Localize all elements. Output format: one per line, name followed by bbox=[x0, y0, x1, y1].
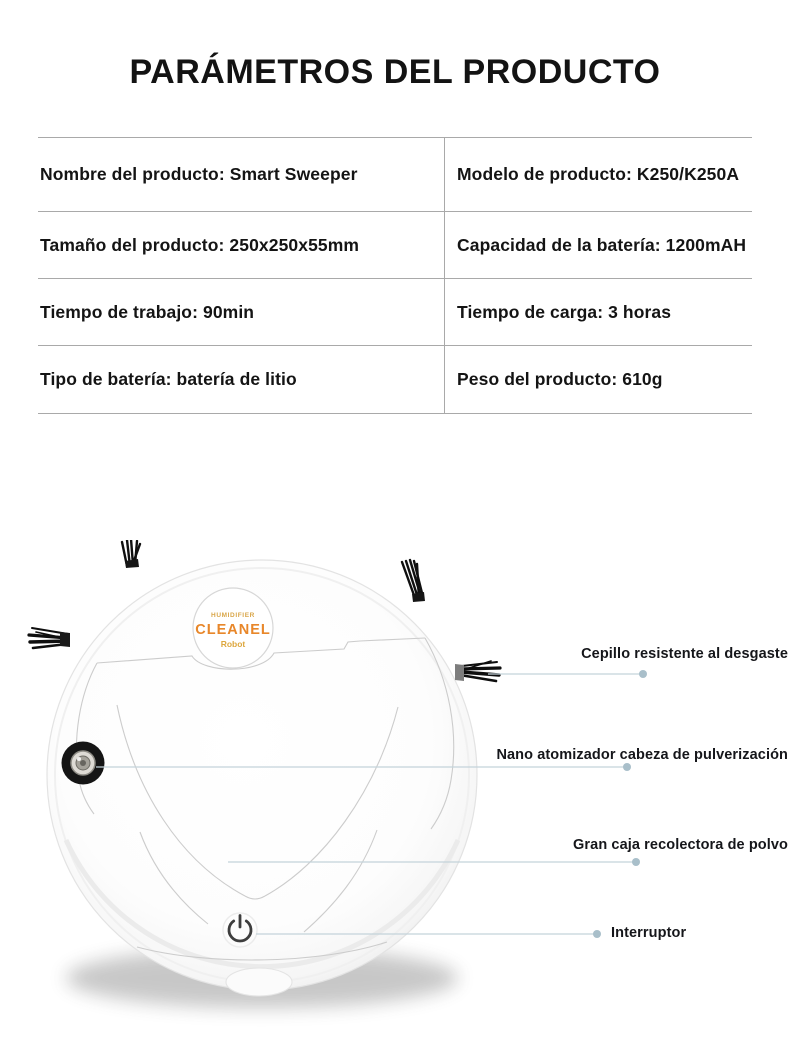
brand-robot-text: Robot bbox=[220, 639, 246, 649]
callout-dot-switch bbox=[593, 930, 601, 938]
spec-row-3 bbox=[38, 278, 752, 345]
brand-cleanel-text: CLEANEL bbox=[195, 622, 271, 638]
product-figure bbox=[0, 540, 790, 1061]
spec-model: Modelo de producto: K250/K250A bbox=[444, 138, 752, 211]
spec-row-4 bbox=[38, 345, 752, 413]
spec-size: Tamaño del producto: 250x250x55mm bbox=[40, 234, 360, 255]
side-brush-top-left bbox=[122, 540, 140, 568]
brand-humidifier-text: HUMIDIFIER bbox=[211, 612, 255, 619]
side-brush-top-right bbox=[402, 560, 425, 602]
callout-dot-dustbox bbox=[632, 858, 640, 866]
spec-weight: Peso del producto: 610g bbox=[444, 346, 752, 413]
side-brush-right bbox=[455, 661, 500, 681]
callout-label-brush: Cepillo resistente al desgaste bbox=[581, 646, 788, 662]
spec-product-name: Nombre del producto: Smart Sweeper bbox=[40, 164, 358, 184]
side-brush-left bbox=[29, 628, 70, 648]
spec-row-2 bbox=[38, 211, 752, 278]
nano-atomizer-head bbox=[62, 742, 105, 785]
callout-label-atomizer: Nano atomizador cabeza de pulverización bbox=[496, 747, 788, 763]
callout-label-switch: Interruptor bbox=[611, 925, 687, 941]
callout-dot-atomizer bbox=[623, 763, 631, 771]
brand-logo bbox=[193, 588, 273, 668]
spec-work-time: Tiempo de trabajo: 90min bbox=[40, 301, 255, 322]
page-title: PARÁMETROS DEL PRODUCTO bbox=[129, 53, 661, 91]
spec-battery-capacity: Capacidad de la batería: 1200mAH bbox=[444, 212, 752, 278]
spec-charge-time: Tiempo de carga: 3 horas bbox=[444, 279, 752, 345]
callout-dot-brush bbox=[639, 670, 647, 678]
spec-table bbox=[38, 137, 752, 414]
callout-dots bbox=[593, 670, 647, 938]
robot-vacuum-illustration bbox=[0, 540, 790, 1061]
spec-battery-type: Tipo de batería: batería de litio bbox=[40, 369, 297, 389]
spec-row-1 bbox=[38, 138, 752, 211]
callout-label-dustbox: Gran caja recolectora de polvo bbox=[573, 837, 788, 853]
